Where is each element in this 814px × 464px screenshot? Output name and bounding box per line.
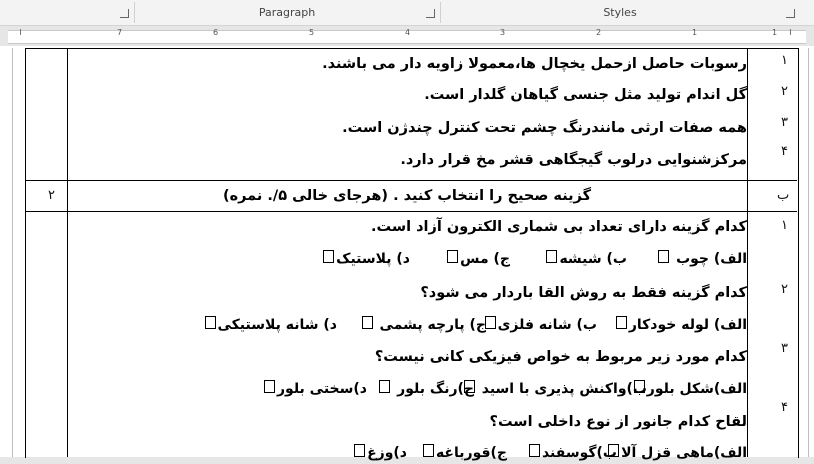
horizontal-ruler[interactable] bbox=[0, 26, 814, 46]
table-row-line bbox=[25, 211, 797, 212]
page-margin-line bbox=[12, 48, 13, 457]
checkbox-icon[interactable] bbox=[362, 316, 373, 329]
ribbon-group-font bbox=[0, 0, 133, 25]
font-dialog-launcher-icon[interactable] bbox=[120, 9, 129, 18]
section-score: ۲ bbox=[48, 188, 55, 203]
option-item[interactable]: د) شانه پلاستیکی bbox=[205, 316, 338, 333]
checkbox-icon[interactable] bbox=[354, 444, 365, 457]
question-text: لقاح کدام جانور از نوع داخلی است؟ bbox=[489, 414, 747, 430]
option-item[interactable]: ج)رنگ بلور bbox=[379, 380, 474, 397]
checkbox-icon[interactable] bbox=[616, 316, 627, 329]
statement-text: گل اندام تولید مثل جنسی گیاهان گلدار است. bbox=[424, 87, 747, 103]
checkbox-icon[interactable] bbox=[447, 250, 458, 263]
option-item[interactable]: الف)ماهی قزل آلا bbox=[608, 444, 747, 461]
question-number: ۴ bbox=[781, 144, 788, 159]
table-column-line bbox=[67, 48, 68, 457]
question-number: ۲ bbox=[781, 282, 788, 297]
checkbox-icon[interactable] bbox=[379, 380, 390, 393]
option-item[interactable]: الف) چوب bbox=[658, 250, 747, 267]
option-item[interactable]: ب) شانه فلزی bbox=[485, 316, 597, 333]
section-letter: ب bbox=[777, 188, 790, 203]
table-column-line bbox=[747, 48, 748, 457]
checkbox-icon[interactable] bbox=[529, 444, 540, 457]
option-item[interactable]: ب)واکنش پذیری با اسید bbox=[464, 380, 647, 397]
option-item[interactable]: د)سختی بلور bbox=[264, 380, 367, 397]
option-item[interactable]: ج) پارچه پشمی bbox=[362, 316, 486, 333]
ribbon-group-styles bbox=[441, 0, 799, 25]
option-item[interactable]: ب) شیشه bbox=[546, 250, 627, 267]
question-text: کدام گزینه دارای تعداد بی شماری الکترون آزاد است. bbox=[370, 219, 747, 235]
checkbox-icon[interactable] bbox=[658, 250, 669, 263]
option-item[interactable]: ج) مس bbox=[447, 250, 510, 267]
statement-text: رسوبات حاصل ازحمل یخچال ها،معمولا زاویه دار می باشند. bbox=[322, 56, 747, 72]
ruler-number: 1 bbox=[692, 28, 698, 37]
ruler-number: 3 bbox=[500, 28, 506, 37]
option-item[interactable]: د)وزغ bbox=[354, 444, 407, 461]
question-number: ۱ bbox=[781, 53, 788, 68]
option-item[interactable]: الف) لوله خودکار bbox=[616, 316, 747, 333]
ruler-number: 4 bbox=[405, 28, 411, 37]
styles-dialog-launcher-icon[interactable] bbox=[786, 9, 795, 18]
section-title: گزینه صحیح را انتخاب کنید . (هرجای خالی ۵/. نمره) bbox=[222, 188, 592, 204]
question-text: کدام مورد زیر مربوط به خواص فیزیکی کانی نیست؟ bbox=[374, 349, 747, 365]
checkbox-icon[interactable] bbox=[205, 316, 216, 329]
question-number: ۲ bbox=[781, 84, 788, 99]
checkbox-icon[interactable] bbox=[423, 444, 434, 457]
ribbon-group-label: Paragraph bbox=[258, 6, 316, 19]
question-number: ۱ bbox=[781, 218, 788, 233]
page-margin-line bbox=[808, 48, 809, 457]
options-row bbox=[250, 444, 747, 464]
option-item[interactable]: الف)شکل بلور bbox=[634, 380, 747, 397]
checkbox-icon[interactable] bbox=[264, 380, 275, 393]
ruler-number: 6 bbox=[213, 28, 219, 37]
ruler-number: 7 bbox=[117, 28, 123, 37]
checkbox-icon[interactable] bbox=[485, 316, 496, 329]
option-item[interactable]: ج)قورباغه bbox=[423, 444, 507, 461]
option-item[interactable]: ب)گوسفند bbox=[529, 444, 617, 461]
checkbox-icon[interactable] bbox=[546, 250, 557, 263]
options-row bbox=[120, 380, 747, 400]
question-number: ۴ bbox=[781, 400, 788, 415]
table-row-line bbox=[25, 180, 797, 181]
options-row bbox=[260, 250, 747, 270]
paragraph-dialog-launcher-icon[interactable] bbox=[426, 9, 435, 18]
statement-text: مرکزشنوایی درلوب گیجگاهی قشر مخ قرار دارد. bbox=[400, 152, 747, 168]
option-item[interactable]: د) پلاستیک bbox=[323, 250, 410, 267]
ribbon-group-paragraph bbox=[135, 0, 439, 25]
ribbon-group-label: Styles bbox=[603, 6, 637, 19]
ruler-number: 1 bbox=[772, 28, 778, 37]
options-row bbox=[115, 316, 747, 336]
ribbon-group-bar bbox=[0, 0, 814, 26]
ruler-number: 5 bbox=[309, 28, 315, 37]
question-text: کدام گزینه فقط به روش القا باردار می شود؟ bbox=[420, 285, 747, 301]
question-number: ۳ bbox=[781, 341, 788, 356]
ruler-number: 2 bbox=[596, 28, 602, 37]
statement-text: همه صفات ارثی مانندرنگ چشم تحت کنترل چندژن است. bbox=[342, 120, 747, 136]
question-number: ۳ bbox=[781, 115, 788, 130]
checkbox-icon[interactable] bbox=[323, 250, 334, 263]
